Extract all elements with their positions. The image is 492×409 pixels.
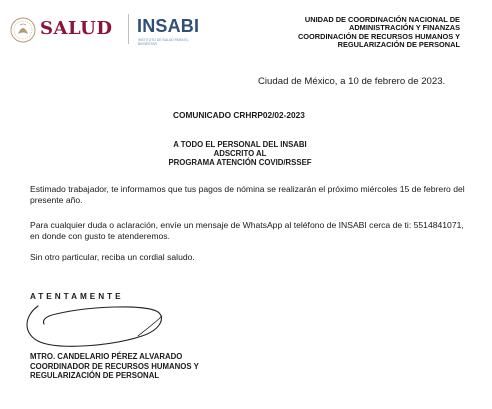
closing-word: ATENTAMENTE (30, 292, 124, 301)
salud-logo (8, 14, 128, 46)
issuing-unit-line: COORDINACIÓN DE RECURSOS HUMANOS Y (297, 31, 460, 41)
signer-block (30, 352, 199, 381)
addressee-line: A TODO EL PERSONAL DEL INSABI (173, 140, 307, 149)
issuing-unit-line: UNIDAD DE COORDINACIÓN NACIONAL DE (304, 15, 460, 24)
issuing-unit-line: REGULARIZACIÓN DE PERSONAL (337, 40, 460, 50)
insabi-logo-text: INSABI (137, 16, 200, 36)
salud-logo-text: SALUD (40, 18, 113, 39)
insabi-logo (137, 14, 209, 46)
body-paragraph-contact: Para cualquier duda o aclaración, envíe un mensaje de WhatsApp al teléfono de INSABI cerca de ti: 5514841071, en donde con gusto te atenderemos. (30, 220, 464, 242)
addressee-line: PROGRAMA ATENCIÓN COVID/RSSEF (168, 158, 312, 168)
logo-divider (128, 14, 129, 44)
body-paragraph-greeting: Sin otro particular, reciba un cordial saludo. (30, 252, 195, 262)
signer-title-line: REGULARIZACIÓN DE PERSONAL (30, 371, 160, 381)
issuing-unit-block (272, 16, 460, 50)
handwritten-signature (20, 292, 180, 348)
addressee-line: ADSCRITO AL (213, 149, 267, 159)
signer-name: MTRO. CANDELARIO PÉREZ ALVARADO (30, 352, 183, 361)
insabi-logo-subtitle: INSTITUTO DE SALUD PARA EL BIENESTAR (138, 38, 189, 46)
addressee-block (150, 140, 330, 168)
eagle-emblem-icon (8, 14, 38, 46)
body-paragraph-payment: Estimado trabajador, te informamos que tus pagos de nómina se realizarán el próximo miércoles 15 de febrero del presente año. (30, 184, 465, 206)
letter-date: Ciudad de México, a 10 de febrero de 2023. (258, 76, 446, 87)
issuing-unit-line: ADMINISTRACIÓN Y FINANZAS (349, 23, 460, 33)
communique-reference: COMUNICADO CRHRP02/02-2023 (173, 110, 305, 120)
signer-title-line: COORDINADOR DE RECURSOS HUMANOS Y (30, 361, 199, 371)
